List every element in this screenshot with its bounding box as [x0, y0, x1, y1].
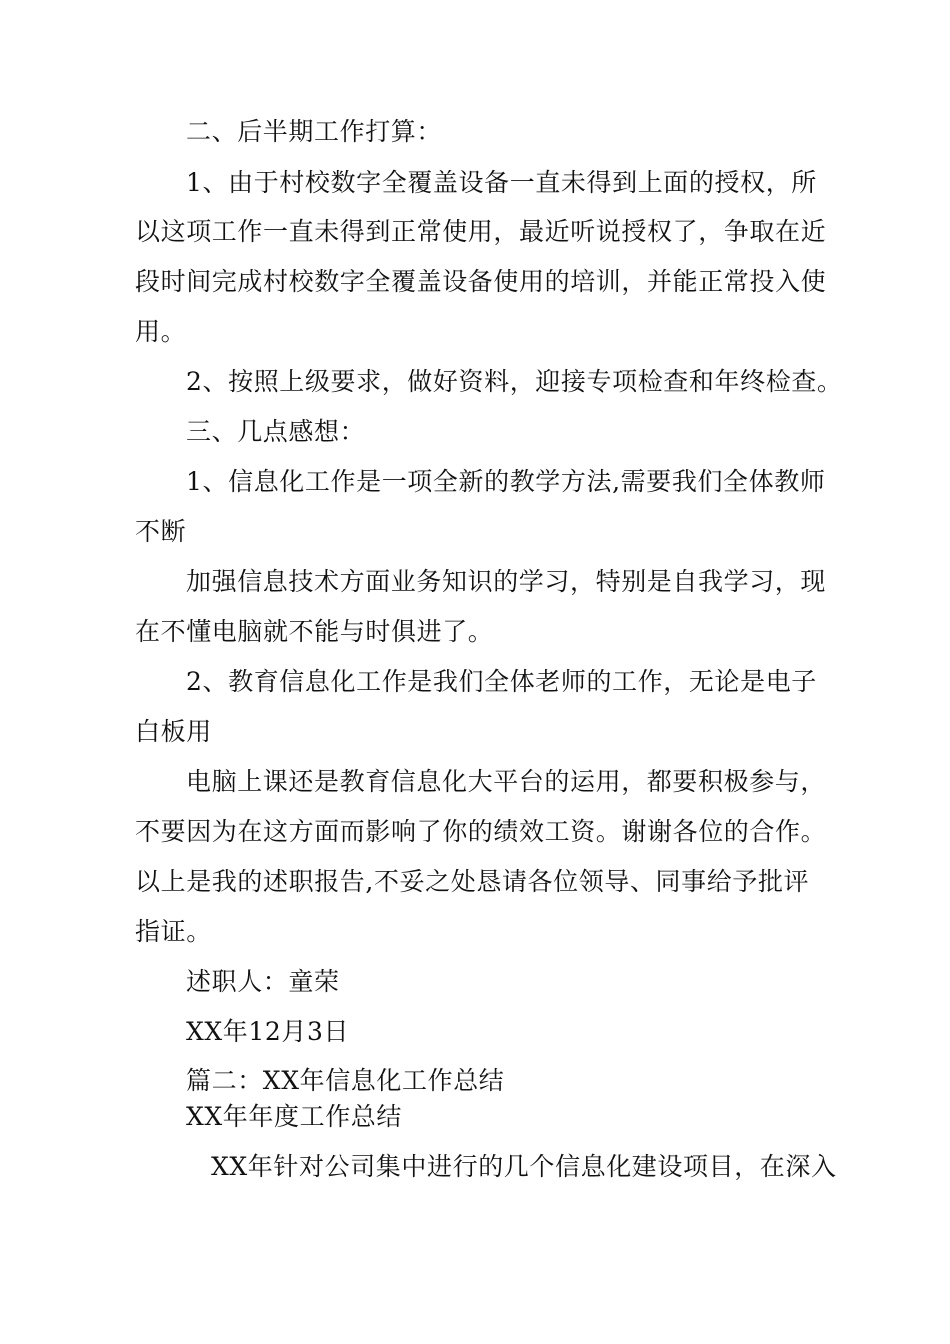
- paragraph-line: 用。: [135, 317, 187, 346]
- paragraph-line: 电脑上课还是教育信息化大平台的运用，都要积极参与，: [186, 767, 827, 796]
- section-heading-plans: 二、后半期工作打算：: [186, 117, 443, 146]
- paragraph-line: 不断: [135, 517, 187, 546]
- date-line: XX年12月3日: [186, 1017, 350, 1046]
- signature-line: 述职人：童荣: [186, 967, 340, 996]
- paragraph-line: 以这项工作一直未得到正常使用，最近听说授权了，争取在近: [135, 217, 827, 246]
- paragraph-line: 2、教育信息化工作是我们全体老师的工作，无论是电子: [186, 667, 817, 696]
- article-title: 篇二：XX年信息化工作总结: [186, 1066, 505, 1095]
- paragraph-line: 加强信息技术方面业务知识的学习，特别是自我学习，现: [186, 567, 827, 596]
- paragraph-line: 指证。: [135, 917, 212, 946]
- article-subtitle: XX年年度工作总结: [186, 1102, 402, 1131]
- paragraph-line: 不要因为在这方面而影响了你的绩效工资。谢谢各位的合作。: [135, 817, 827, 846]
- paragraph-line: 白板用: [135, 717, 212, 746]
- paragraph-line: 以上是我的述职报告,不妥之处恳请各位领导、同事给予批评: [135, 867, 810, 896]
- paragraph-line: 段时间完成村校数字全覆盖设备使用的培训，并能正常投入使: [135, 267, 827, 296]
- paragraph-line: 在不懂电脑就不能与时俱进了。: [135, 617, 494, 646]
- paragraph-line: 1、信息化工作是一项全新的教学方法,需要我们全体教师: [186, 467, 826, 496]
- paragraph-line: 1、由于村校数字全覆盖设备一直未得到上面的授权，所: [186, 168, 817, 197]
- section-heading-thoughts: 三、几点感想：: [186, 417, 366, 446]
- paragraph-line: 2、按照上级要求，做好资料，迎接专项检查和年终检查。: [186, 367, 843, 396]
- paragraph-line: XX年针对公司集中进行的几个信息化建设项目，在深入: [211, 1152, 837, 1181]
